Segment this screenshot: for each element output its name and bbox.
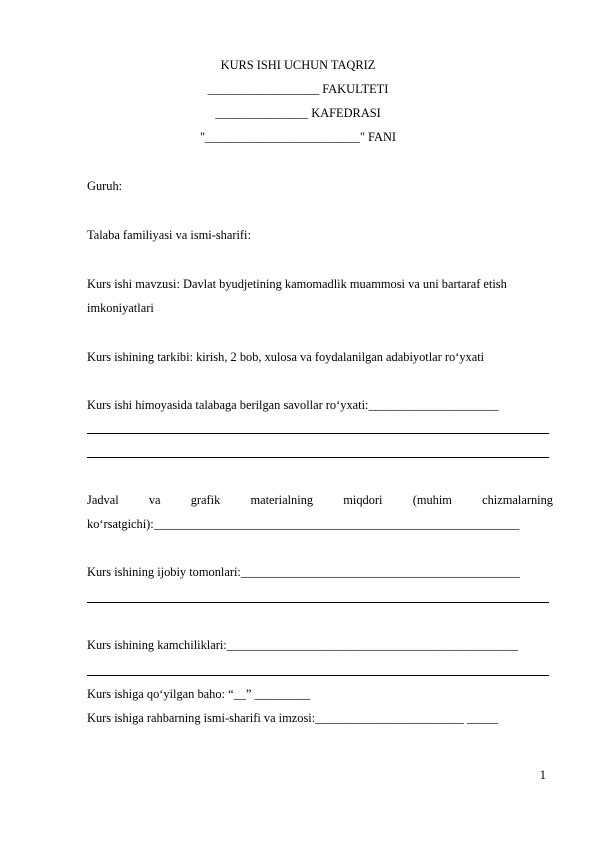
tables-line-1 [87, 493, 553, 508]
document-title: KURS ISHI UCHUN TAQRIZ [220, 58, 376, 72]
topic-line-2: imkoniyatlari [87, 301, 154, 315]
positive-label: Kurs ishining ijobiy tomonlari:_____________________________________________ [87, 565, 520, 579]
questions-label: Kurs ishi himoyasida talabaga berilgan savollar ro‘yxati:_____________________ [87, 398, 499, 412]
topic-line-1: Kurs ishi mavzusi: Davlat byudjetining kamomadlik muammosi va uni bartaraf etish [87, 277, 507, 291]
department-line: _______________ KAFEDRASI [215, 106, 381, 120]
questions-blank-2 [87, 457, 549, 458]
tables-word: miqdori [343, 493, 383, 507]
student-name-label: Talaba familiyasi va ismi-sharifi: [87, 228, 251, 242]
tables-word: materialning [250, 493, 314, 507]
grade-line: Kurs ishiga qo‘yilgan baho: “__” _________ [87, 687, 311, 701]
tables-word: grafik [190, 493, 221, 507]
negative-label: Kurs ishining kamchiliklari:_______________________________________________ [87, 638, 518, 652]
negative-blank [87, 675, 549, 676]
questions-blank-1 [87, 433, 549, 434]
page-number: 1 [539, 768, 546, 782]
tables-word: chizmalarning [482, 493, 553, 507]
tables-word: Jadval [87, 493, 119, 507]
tables-word: (muhim [412, 493, 452, 507]
tables-line-2: ko‘rsatgichi):___________________________________________________________ [87, 517, 520, 531]
group-label: Guruh: [87, 179, 123, 193]
supervisor-line: Kurs ishiga rahbarning ismi-sharifi va imzosi:________________________ _____ [87, 711, 498, 725]
subject-line: "_________________________" FANI [199, 130, 397, 144]
structure-line: Kurs ishining tarkibi: kirish, 2 bob, xulosa va foydalanilgan adabiyotlar ro‘yxati [87, 350, 485, 364]
faculty-line: __________________ FAKULTETI [207, 82, 389, 96]
positive-blank [87, 602, 549, 603]
tables-word: va [148, 493, 161, 507]
